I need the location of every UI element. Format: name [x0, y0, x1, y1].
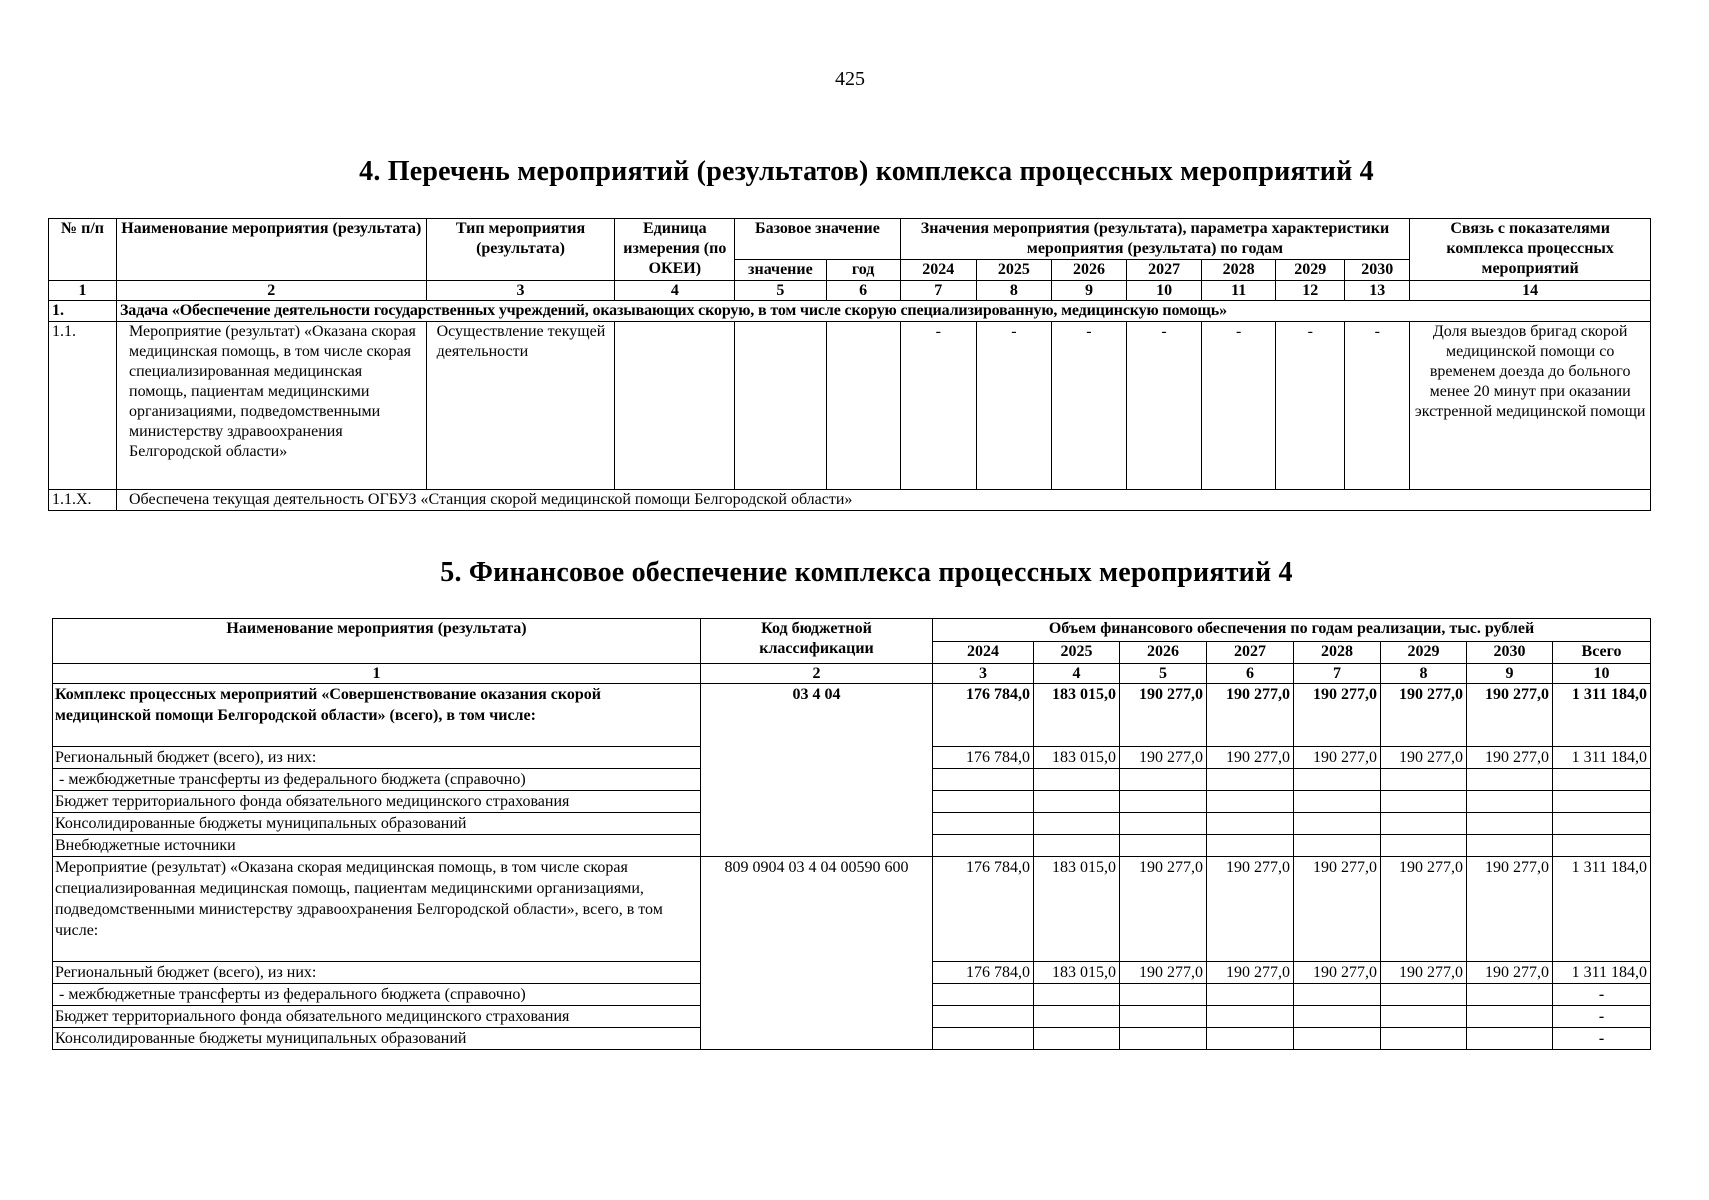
measure-value: -: [1127, 322, 1202, 490]
year-header: 2024: [900, 260, 976, 281]
fin-row-name: - межбюджетные трансферты из федерального бюджета (справочно): [53, 984, 701, 1006]
fin-year-header: 2025: [1034, 641, 1120, 664]
page-number: 425: [835, 68, 865, 90]
fin-value: [1467, 769, 1553, 791]
fin-value: -: [1553, 1006, 1651, 1028]
fin-value: 190 277,0: [1120, 962, 1207, 984]
measure-base-year: [826, 322, 900, 490]
measure-base-value: [735, 322, 826, 490]
fin-value: [1294, 813, 1381, 835]
column-number: 1: [53, 664, 701, 684]
fin-value: [933, 1028, 1034, 1050]
fin-row-name: Консолидированные бюджеты муниципальных образований: [53, 1028, 701, 1050]
measure-unit: [615, 322, 735, 490]
fin-value: [1381, 769, 1467, 791]
fin-value: [1381, 813, 1467, 835]
fin-value: [1034, 769, 1120, 791]
column-number: 7: [1294, 664, 1381, 684]
fin-code: 03 4 04: [701, 684, 933, 857]
fin-row-name: Бюджет территориального фонда обязательного медицинского страхования: [53, 1006, 701, 1028]
fin-value: [1294, 984, 1381, 1006]
fin-value: [1207, 1028, 1294, 1050]
fin-value: [1207, 791, 1294, 813]
fin-value: [1381, 835, 1467, 857]
fin-code: 809 0904 03 4 04 00590 600: [701, 857, 933, 1050]
header-num: № п/п: [49, 219, 117, 281]
fin-year-header: 2027: [1207, 641, 1294, 664]
column-number: 5: [1120, 664, 1207, 684]
fin-header-name: Наименование мероприятия (результата): [53, 619, 701, 664]
year-header: 2027: [1127, 260, 1202, 281]
fin-value: [1467, 791, 1553, 813]
column-number: 7: [900, 281, 976, 301]
section-4-title: 4. Перечень мероприятий (результатов) комплекса процессных мероприятий 4: [359, 156, 1374, 187]
fin-row-name: Внебюджетные источники: [53, 835, 701, 857]
sub-measure-row: [49, 490, 1651, 511]
fin-row-name: Мероприятие (результат) «Оказана скорая медицинская помощь, в том числе скорая специализированная медицинская помощь, пациентам медицинскими организациями, подведомственными министерству здравоохранения Белгородской области», всего, в том числе:: [53, 857, 701, 962]
fin-value: 176 784,0: [933, 684, 1034, 747]
measure-value: -: [1276, 322, 1345, 490]
fin-value: 190 277,0: [1207, 857, 1294, 962]
fin-value: 176 784,0: [933, 857, 1034, 962]
fin-row: [53, 684, 1651, 747]
sub-measure-text: Обеспечена текущая деятельность ОГБУЗ «Станция скорой медицинской помощи Белгородской области»: [117, 490, 1651, 511]
fin-value: [1120, 835, 1207, 857]
fin-value: [933, 813, 1034, 835]
fin-value: 190 277,0: [1207, 684, 1294, 747]
header-link: Связь с показателями комплекса процессных мероприятий: [1410, 219, 1651, 281]
fin-value: 190 277,0: [1467, 857, 1553, 962]
header-unit: Единица измерения (по ОКЕИ): [615, 219, 735, 281]
column-number: 5: [735, 281, 826, 301]
fin-value: [1467, 835, 1553, 857]
fin-value: [1467, 813, 1553, 835]
fin-row-name: Региональный бюджет (всего), из них:: [53, 962, 701, 984]
measure-value: -: [976, 322, 1051, 490]
fin-year-header: 2024: [933, 641, 1034, 664]
fin-row-name: Бюджет территориального фонда обязательного медицинского страхования: [53, 791, 701, 813]
fin-value: [933, 791, 1034, 813]
fin-value: 190 277,0: [1120, 747, 1207, 769]
fin-value: [1207, 835, 1294, 857]
fin-value: [1120, 1006, 1207, 1028]
year-header: 2030: [1345, 260, 1410, 281]
column-number: 9: [1051, 281, 1126, 301]
measures-list-table: [48, 218, 1651, 511]
fin-value: [1553, 791, 1651, 813]
header-base-year: год: [826, 260, 900, 281]
fin-value: [933, 835, 1034, 857]
fin-value: [1120, 769, 1207, 791]
fin-value: [1381, 1028, 1467, 1050]
fin-value: [1467, 1028, 1553, 1050]
fin-value: [1553, 769, 1651, 791]
column-number: 1: [49, 281, 117, 301]
fin-value: -: [1553, 984, 1651, 1006]
sub-measure-num: 1.1.X.: [49, 490, 117, 511]
fin-value: [1294, 769, 1381, 791]
fin-value: [1034, 984, 1120, 1006]
fin-year-header: 2029: [1381, 641, 1467, 664]
fin-value: 183 015,0: [1034, 857, 1120, 962]
fin-value: 183 015,0: [1034, 747, 1120, 769]
fin-row-name: - межбюджетные трансферты из федерального бюджета (справочно): [53, 769, 701, 791]
column-number: 12: [1276, 281, 1345, 301]
fin-value: [1207, 984, 1294, 1006]
fin-header-row: [53, 619, 1651, 642]
fin-value: [1294, 1028, 1381, 1050]
fin-value: 1 311 184,0: [1553, 684, 1651, 747]
fin-value: [1467, 984, 1553, 1006]
fin-value: [1381, 984, 1467, 1006]
measure-row: [49, 322, 1651, 490]
measure-value: -: [1202, 322, 1276, 490]
fin-header-volume: Объем финансового обеспечения по годам реализации, тыс. рублей: [933, 619, 1651, 642]
fin-value: 183 015,0: [1034, 684, 1120, 747]
column-number: 2: [117, 281, 427, 301]
header-name: Наименование мероприятия (результата): [117, 219, 427, 281]
fin-value: 1 311 184,0: [1553, 747, 1651, 769]
fin-row: [53, 857, 1651, 962]
column-number: 6: [826, 281, 900, 301]
fin-value: [1207, 1006, 1294, 1028]
year-header: 2025: [976, 260, 1051, 281]
fin-value: [1034, 791, 1120, 813]
fin-value: 190 277,0: [1381, 747, 1467, 769]
fin-value: 190 277,0: [1467, 684, 1553, 747]
fin-row-name: Консолидированные бюджеты муниципальных образований: [53, 813, 701, 835]
column-number: 9: [1467, 664, 1553, 684]
fin-value: 190 277,0: [1120, 857, 1207, 962]
fin-value: [1207, 813, 1294, 835]
fin-value: [933, 769, 1034, 791]
fin-column-number-row: [53, 664, 1651, 684]
measure-value: -: [1345, 322, 1410, 490]
fin-value: [1120, 813, 1207, 835]
column-number: 3: [426, 281, 615, 301]
fin-value: [1381, 791, 1467, 813]
task-num: 1.: [49, 301, 117, 322]
header-base-value: значение: [735, 260, 826, 281]
financing-table: [52, 618, 1651, 1050]
column-number: 3: [933, 664, 1034, 684]
fin-value: 190 277,0: [1294, 857, 1381, 962]
measure-type: Осуществление текущей деятельности: [426, 322, 615, 490]
fin-value: 176 784,0: [933, 962, 1034, 984]
fin-value: 190 277,0: [1294, 747, 1381, 769]
fin-value: 190 277,0: [1381, 684, 1467, 747]
task-text: Задача «Обеспечение деятельности государственных учреждений, оказывающих скорую, в том числе скорую специализированную, медицинскую помощь»: [117, 301, 1651, 322]
fin-value: [1553, 835, 1651, 857]
fin-value: [1120, 791, 1207, 813]
fin-value: 190 277,0: [1467, 747, 1553, 769]
fin-value: [933, 984, 1034, 1006]
column-number: 8: [1381, 664, 1467, 684]
column-number: 2: [701, 664, 933, 684]
header-values: Значения мероприятия (результата), параметра характеристики мероприятия (результата) по годам: [900, 219, 1410, 260]
fin-value: [1207, 769, 1294, 791]
fin-row-name: Комплекс процессных мероприятий «Совершенствование оказания скорой медицинской помощи Белгородской области» (всего), в том числе:: [53, 684, 701, 747]
fin-value: [1034, 835, 1120, 857]
fin-value: 183 015,0: [1034, 962, 1120, 984]
fin-value: [1553, 813, 1651, 835]
header-type: Тип мероприятия (результата): [426, 219, 615, 281]
column-number: 14: [1410, 281, 1651, 301]
fin-value: 1 311 184,0: [1553, 962, 1651, 984]
measure-link: Доля выездов бригад скорой медицинской помощи со временем доезда до больного менее 20 минут при оказании экстренной медицинской помощи: [1410, 322, 1651, 490]
year-header: 2026: [1051, 260, 1126, 281]
fin-year-header: Всего: [1553, 641, 1651, 664]
fin-value: 190 277,0: [1294, 962, 1381, 984]
fin-value: [1294, 835, 1381, 857]
measure-name: Мероприятие (результат) «Оказана скорая медицинская помощь, в том числе скорая специализированная медицинская помощь, пациентам медицинскими организациями, подведомственными министерству здравоохранения Белгородской области»: [117, 322, 427, 490]
fin-value: [1467, 1006, 1553, 1028]
fin-value: 190 277,0: [1467, 962, 1553, 984]
fin-value: 176 784,0: [933, 747, 1034, 769]
measure-value: -: [900, 322, 976, 490]
fin-header-code: Код бюджетной классификации: [701, 619, 933, 664]
fin-value: 190 277,0: [1381, 962, 1467, 984]
fin-value: 190 277,0: [1381, 857, 1467, 962]
fin-year-header: 2028: [1294, 641, 1381, 664]
column-number: 13: [1345, 281, 1410, 301]
fin-value: [1381, 1006, 1467, 1028]
column-number: 11: [1202, 281, 1276, 301]
fin-value: [933, 1006, 1034, 1028]
year-header: 2029: [1276, 260, 1345, 281]
measure-num: 1.1.: [49, 322, 117, 490]
fin-year-header: 2026: [1120, 641, 1207, 664]
column-number: 4: [1034, 664, 1120, 684]
task-row: [49, 301, 1651, 322]
column-number-row: [49, 281, 1651, 301]
year-header: 2028: [1202, 260, 1276, 281]
section-5-title: 5. Финансовое обеспечение комплекса процессных мероприятий 4: [440, 557, 1293, 588]
column-number: 6: [1207, 664, 1294, 684]
fin-value: [1120, 984, 1207, 1006]
fin-value: 1 311 184,0: [1553, 857, 1651, 962]
column-number: 10: [1553, 664, 1651, 684]
fin-value: 190 277,0: [1207, 747, 1294, 769]
fin-value: [1034, 1028, 1120, 1050]
fin-value: 190 277,0: [1207, 962, 1294, 984]
column-number: 10: [1127, 281, 1202, 301]
fin-value: [1120, 1028, 1207, 1050]
fin-row-name: Региональный бюджет (всего), из них:: [53, 747, 701, 769]
column-number: 4: [615, 281, 735, 301]
fin-value: [1034, 1006, 1120, 1028]
fin-value: 190 277,0: [1120, 684, 1207, 747]
fin-value: [1294, 1006, 1381, 1028]
header-row: [49, 219, 1651, 260]
fin-year-header: 2030: [1467, 641, 1553, 664]
header-base: Базовое значение: [735, 219, 900, 260]
measure-value: -: [1051, 322, 1126, 490]
fin-value: [1294, 791, 1381, 813]
fin-value: 190 277,0: [1294, 684, 1381, 747]
fin-value: -: [1553, 1028, 1651, 1050]
column-number: 8: [976, 281, 1051, 301]
fin-value: [1034, 813, 1120, 835]
